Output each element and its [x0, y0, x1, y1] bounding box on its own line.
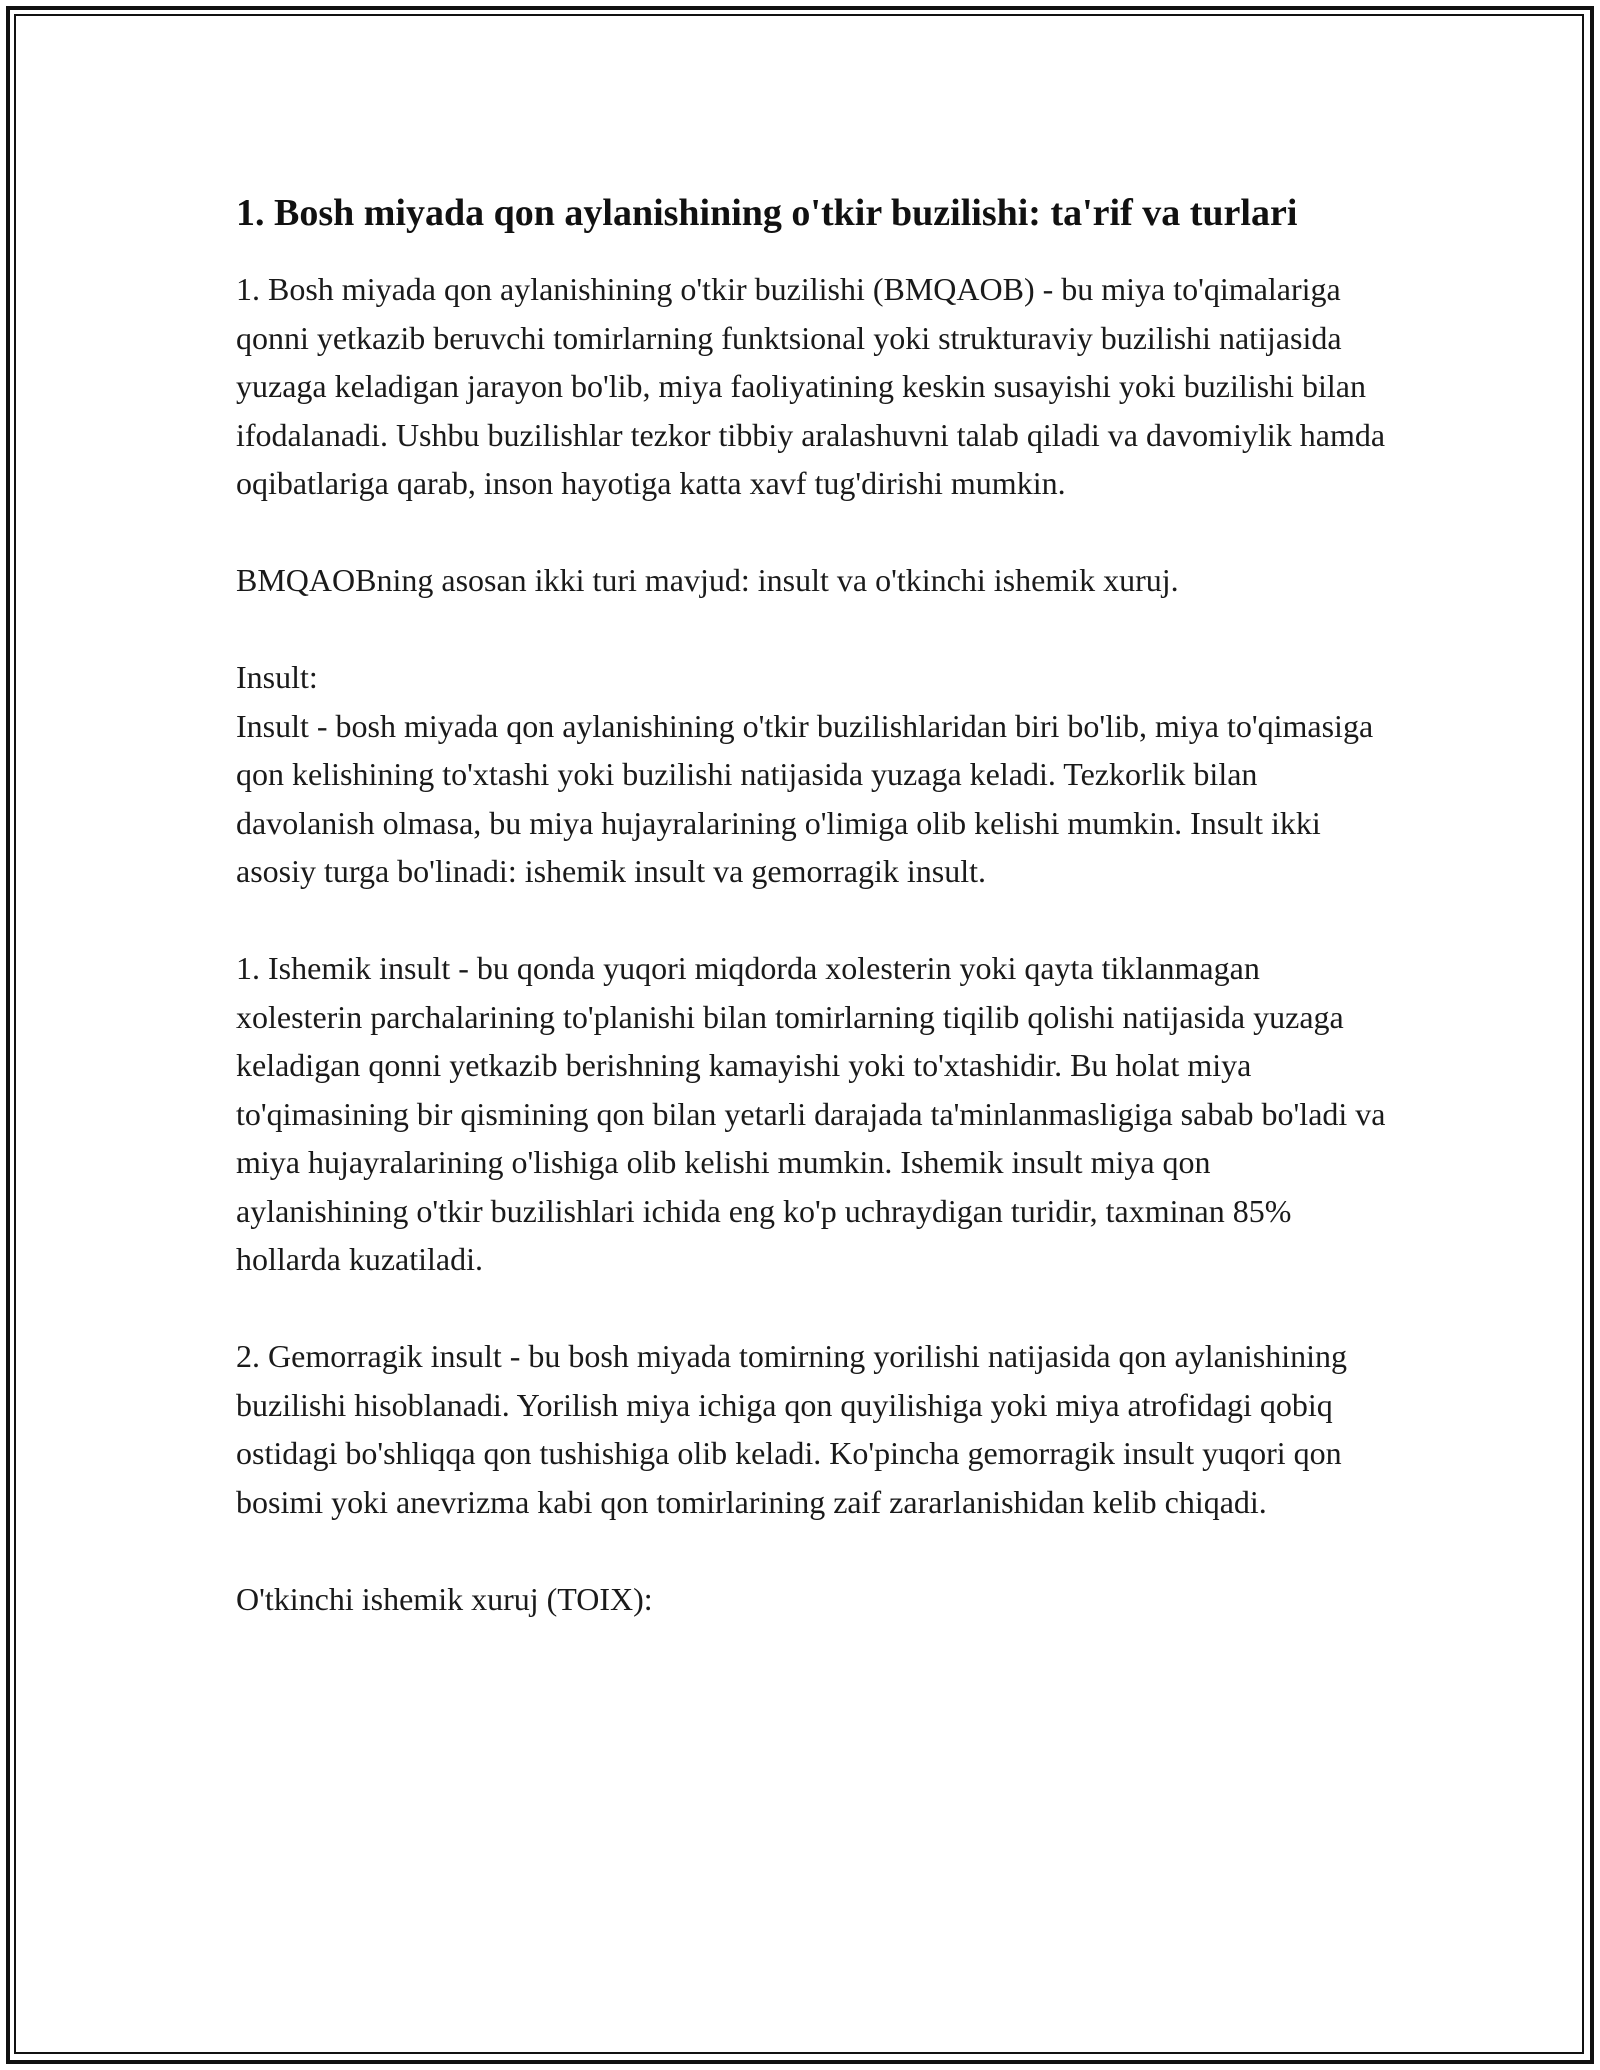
- paragraph-gap: [236, 1284, 1386, 1333]
- section-heading: 1. Bosh miyada qon aylanishining o'tkir buzilishi: ta'rif va turlari: [236, 192, 1298, 234]
- paragraph-gap: [236, 1526, 1386, 1575]
- paragraph-types: BMQAOBning asosan ikki turi mavjud: insult va o'tkinchi ishemik xuruj.: [236, 562, 1179, 598]
- paragraph-gap: [236, 508, 1386, 557]
- subheading-insult: Insult:: [236, 659, 318, 695]
- document-body: [236, 186, 1386, 1623]
- subheading-tia: O'tkinchi ishemik xuruj (TOIX):: [236, 1580, 653, 1617]
- paragraph-gap: [236, 605, 1386, 654]
- paragraph-gap: [236, 896, 1386, 945]
- paragraph-hemorrhagic-stroke: 2. Gemorragik insult - bu bosh miyada tomirning yorilishi natijasida qon aylanishining buzilishi hisoblanadi. Yorilish miya ichiga qon quyilishiga yoki miya atrofidagi qobiq ostidagi bo'shliqqa qon tushishiga olib keladi. Ko'pincha gemorragik insult yuqori qon bosimi yoki anevrizma kabi qon tomirlarining zaif zararlanishidan kelib chiqadi.: [236, 1338, 1347, 1520]
- paragraph-ischemic-stroke: 1. Ishemik insult - bu qonda yuqori miqdorda xolesterin yoki qayta tiklanmagan xolesterin parchalarining to'planishi bilan tomirlarning tiqilib qolishi natijasida yuzaga keladigan qonni yetkazib berishning kamayishi yoki to'xtashidir. Bu holat miya to'qimasining bir qismining qon bilan yetarli darajada ta'minlanmasligiga sabab bo'ladi va miya hujayralarining o'lishiga olib kelishi mumkin. Ishemik insult miya qon aylanishining o'tkir buzilishlari ichida eng ko'p uchraydigan turidir, taxminan 85% hollarda kuzatiladi.: [236, 950, 1386, 1277]
- paragraph-insult: Insult - bosh miyada qon aylanishining o'tkir buzilishlaridan biri bo'lib, miya to'qimasiga qon kelishining to'xtashi yoki buzilishi natijasida yuzaga keladi. Tezkorlik bilan davolanish olmasa, bu miya hujayralarining o'limiga olib kelishi mumkin. Insult ikki asosiy turga bo'linadi: ishemik insult va gemorragik insult.: [236, 707, 1374, 889]
- paragraph-definition: 1. Bosh miyada qon aylanishining o'tkir buzilishi (BMQAOB) - bu miya to'qimalariga qonni yetkazib beruvchi tomirlarning funktsional yoki strukturaviy buzilishi natijasida yuzaga keladigan jarayon bo'lib, miya faoliyatining keskin susayishi yoki buzilishi bilan ifodalanadi. Ushbu buzilishlar tezkor tibbiy aralashuvni talab qiladi va davomiylik hamda oqibatlariga qarab, inson hayotiga katta xavf tug'dirishi mumkin.: [236, 271, 1386, 501]
